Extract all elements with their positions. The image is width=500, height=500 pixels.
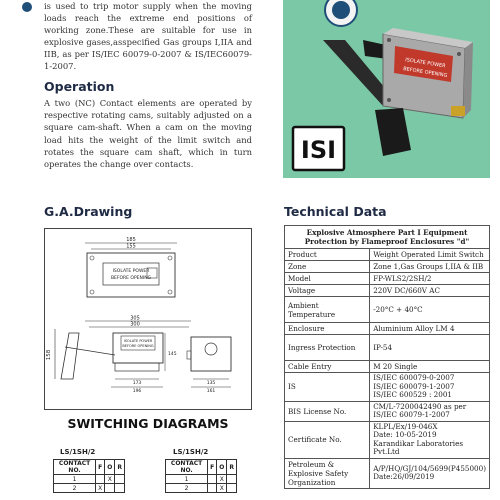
spec-value: 220V DC/660V AC <box>370 285 490 297</box>
ga-drawing-heading: G.A.Drawing <box>44 204 133 219</box>
table-row <box>285 273 490 285</box>
dim-width1: 305 <box>130 315 140 322</box>
dim-width2: 300 <box>130 321 140 328</box>
dim-bot3: 135 <box>206 381 216 386</box>
cell <box>96 475 105 484</box>
ga-drawing-svg <box>45 229 251 409</box>
dim-bot2: 196 <box>132 389 142 394</box>
ga-drawing <box>44 228 252 410</box>
spec-value: -20°C + 40°C <box>370 297 490 323</box>
bolt <box>387 98 391 102</box>
spec-value: CM/L-7200042490 as per IS/IEC 60079-1-2007 <box>370 401 490 421</box>
col-contact-no: CONTACT NO. <box>166 460 208 475</box>
table-row <box>285 249 490 261</box>
table-row <box>285 323 490 335</box>
spec-label: IS <box>285 373 370 402</box>
dim-bot4: 161 <box>206 389 216 394</box>
switch-diagram-2-title: LS/1SH/2 <box>173 448 209 456</box>
switch-diagram-2 <box>165 459 237 493</box>
spec-value: Weight Operated Limit Switch <box>370 249 490 261</box>
spec-value: M 20 Single <box>370 361 490 373</box>
spec-label: Enclosure <box>285 323 370 335</box>
seal-center <box>332 1 350 19</box>
intro-paragraph: is used to trip motor supply when the moving loads reach the extreme end positions of working zone.These are suitable for use in explosive gases,asspecified Gas groups I,IIA and IIB, as per IS/IEC 60079-0-2007 & IS/IEC60079-1-2007. <box>44 1 252 71</box>
spec-value: A/P/HQ/GJ/104/5699(P455000) Date:26/09/2019 <box>370 458 490 488</box>
spec-label: BIS License No. <box>285 401 370 421</box>
spec-label: Zone <box>285 261 370 273</box>
switching-diagrams-heading: SWITCHING DIAGRAMS <box>67 416 229 431</box>
spec-value: FP-WLS2/2SH/2 <box>370 273 490 285</box>
spec-label: Voltage <box>285 285 370 297</box>
dim-top1: 185 <box>126 237 136 243</box>
spec-label: Petroleum & Explosive Safety Organization <box>285 458 370 488</box>
spec-label: Model <box>285 273 370 285</box>
spec-label: Product <box>285 249 370 261</box>
cell <box>115 484 125 493</box>
dim-top2: 155 <box>126 243 136 250</box>
side-view <box>191 337 231 371</box>
warning-plate-line2: BEFORE OPENING <box>402 66 448 79</box>
spec-value: Zone 1,Gas Groups I,IIA & IIB <box>370 261 490 273</box>
cable-gland <box>451 106 465 116</box>
section-bullet <box>22 2 32 12</box>
technical-data-table <box>284 225 490 489</box>
col-r: R <box>227 460 237 475</box>
spec-label: Cable Entry <box>285 361 370 373</box>
bolt <box>387 38 391 42</box>
isi-mark-text: ISI <box>300 136 337 164</box>
front-label-line1: ISOLATE POWER <box>123 339 153 343</box>
counter-weight <box>375 108 411 156</box>
cell <box>208 475 217 484</box>
table-row <box>285 285 490 297</box>
col-o: O <box>217 460 227 475</box>
dim-height: 158 <box>46 349 52 361</box>
cell: X <box>96 484 105 493</box>
bolt <box>457 52 461 56</box>
spec-value: KLPL/Ex/19-046X Date: 10-05-2019 Karandikar Laboratories Pvt.Ltd <box>370 421 490 458</box>
cell: 2 <box>54 484 96 493</box>
cell: X <box>217 484 227 493</box>
cell: 2 <box>166 484 208 493</box>
technical-data-heading: Technical Data <box>284 204 387 219</box>
spec-value: IP-54 <box>370 335 490 361</box>
cell <box>227 484 237 493</box>
table-row <box>285 458 490 488</box>
isi-mark-icon <box>291 125 346 172</box>
top-view-outline <box>87 253 175 297</box>
drawing-label-line1: ISOLATE POWER <box>112 269 150 274</box>
cell: X <box>217 475 227 484</box>
spec-label: Ambient Temperature <box>285 297 370 323</box>
col-f: F <box>208 460 217 475</box>
operation-paragraph: A two (NC) Contact elements are operated by respective rotating cams, suitably adjusted on a square cam-shaft. When a cam on the moving load hits the weight of the limit switch and rotates the square cam shaft, which in turn operates the change over contacts. <box>44 98 252 170</box>
cell: 1 <box>54 475 96 484</box>
spec-value: Aluminium Alloy LM 4 <box>370 323 490 335</box>
drawing-label-line2: BEFORE OPENING <box>110 276 152 281</box>
table-row <box>285 401 490 421</box>
cell: 1 <box>166 475 208 484</box>
table-row <box>54 475 125 484</box>
table-row <box>285 261 490 273</box>
table-row <box>54 484 125 493</box>
col-o: O <box>105 460 115 475</box>
table-row <box>285 335 490 361</box>
cell <box>208 484 217 493</box>
table-row <box>285 361 490 373</box>
table-row <box>166 475 237 484</box>
dim-right: 145 <box>168 352 177 357</box>
table-row <box>166 484 237 493</box>
table-row <box>285 373 490 402</box>
spec-label: Ingress Protection <box>285 335 370 361</box>
front-body <box>113 333 163 363</box>
col-r: R <box>115 460 125 475</box>
spec-value: IS/IEC 600079-0-2007 IS/IEC 600079-1-2007 IS/IEC 600529 : 2001 <box>370 373 490 402</box>
cell <box>227 475 237 484</box>
cell <box>105 484 115 493</box>
front-lever <box>61 333 79 379</box>
front-label-line2: BEFORE OPENING <box>122 344 154 348</box>
cell: X <box>105 475 115 484</box>
switch-diagram-1 <box>53 459 125 493</box>
dim-bot1: 173 <box>132 381 142 386</box>
table-row <box>285 297 490 323</box>
top-view-label <box>103 263 159 285</box>
col-f: F <box>96 460 105 475</box>
warning-plate-line1: ISOLATE POWER <box>404 57 446 70</box>
operation-heading: Operation <box>44 79 115 94</box>
spec-label: Certificate No. <box>285 421 370 458</box>
cell <box>115 475 125 484</box>
table-row <box>285 421 490 458</box>
col-contact-no: CONTACT NO. <box>54 460 96 475</box>
technical-table-title: Explosive Atmosphere Part I Equipment Protection by Flameproof Enclosures "d" <box>285 226 490 249</box>
isi-mark <box>291 125 346 172</box>
switch-diagram-1-title: LS/1SH/2 <box>60 448 96 456</box>
